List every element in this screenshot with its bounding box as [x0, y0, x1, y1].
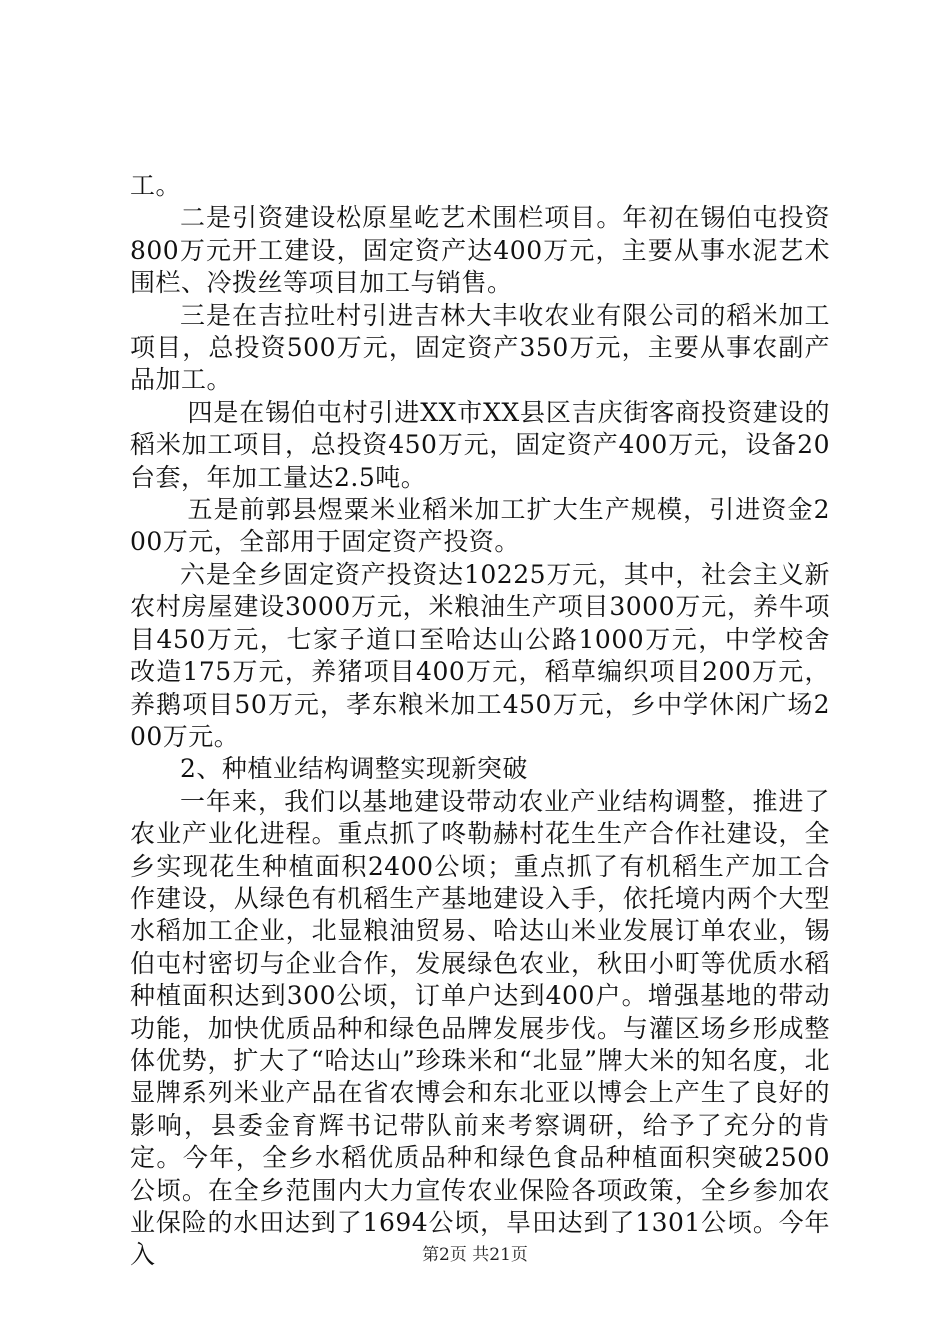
paragraph-continuation: 工。 [130, 171, 182, 200]
paragraph-item-four: 四是在锡伯屯村引进XX市XX县区吉庆街客商投资建设的稻米加工项目，总投资450万元，固定资产400万元，设备20台套，年加工量达2.5吨。 [130, 397, 830, 492]
paragraph-item-six: 六是全乡固定资产投资达10225万元，其中，社会主义新农村房屋建设3000万元，米粮油生产项目3000万元，养牛项目450万元，七家子道口至哈达山公路1000万元，中学校舍改造175万元，养猪项目400万元，稻草编织项目200万元，养鹅项目50万元，孝东粮米加工450万元，乡中学休闲广场200万元。 [130, 559, 830, 751]
section-heading: 2、种植业结构调整实现新突破 [180, 754, 528, 784]
document-body [130, 170, 830, 1272]
paragraph-item-two: 二是引资建设松原星屹艺术围栏项目。年初在锡伯屯投资800万元开工建设，固定资产达400万元，主要从事水泥艺术围栏、冷拨丝等项目加工与销售。 [130, 203, 830, 298]
page-number-footer: 第2页 共21页 [422, 1245, 528, 1265]
paragraph-item-five: 五是前郭县煜粟米业稻米加工扩大生产规模，引进资金200万元，全部用于固定资产投资。 [130, 495, 830, 557]
paragraph-item-three: 三是在吉拉吐村引进吉林大丰收农业有限公司的稻米加工项目，总投资500万元，固定资产350万元，主要从事农副产品加工。 [130, 300, 830, 395]
paragraph-section-body: 一年来，我们以基地建设带动农业产业结构调整，推进了农业产业化进程。重点抓了咚勒赫村花生生产合作社建设，全乡实现花生种植面积2400公顷；重点抓了有机稻生产加工合作建设，从绿色有机稻生产基地建设入手，依托境内两个大型水稻加工企业，北显粮油贸易、哈达山米业发展订单农业，锡伯屯村密切与企业合作，发展绿色农业，秋田小町等优质水稻种植面积达到300公顷，订单户达到400户。增强基地的带动功能，加快优质品种和绿色品牌发展步伐。与灌区场乡形成整体优势，扩大了“哈达山”珍珠米和“北显”牌大米的知名度，北显牌系列米业产品在省农博会和东北亚以博会上产生了良好的影响，县委金育辉书记带队前来考察调研，给予了充分的肯定。今年，全乡水稻优质品种和绿色食品种植面积突破2500公顷。在全乡范围内大力宣传农业保险各项政策，全乡参加农业保险的水田达到了1694公顷，旱田达到了1301公顷。今年入 [130, 786, 830, 1270]
